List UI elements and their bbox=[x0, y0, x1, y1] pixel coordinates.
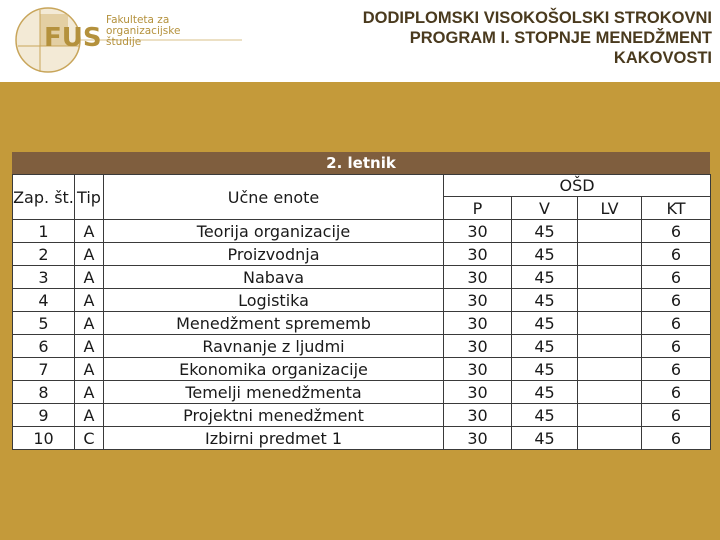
cell-unit: Projektni menedžment bbox=[104, 404, 444, 427]
table-row bbox=[13, 289, 711, 312]
cell-kt: 6 bbox=[642, 381, 711, 404]
cell-lv bbox=[578, 335, 642, 358]
cell-num: 10 bbox=[13, 427, 75, 450]
table-row bbox=[13, 266, 711, 289]
cell-unit: Temelji menedžmenta bbox=[104, 381, 444, 404]
cell-type: A bbox=[75, 312, 104, 335]
faculty-logo bbox=[14, 6, 244, 74]
cell-p: 30 bbox=[444, 312, 512, 335]
header-lv: LV bbox=[578, 197, 642, 220]
table-body bbox=[13, 220, 711, 450]
cell-unit: Menedžment sprememb bbox=[104, 312, 444, 335]
cell-v: 45 bbox=[512, 335, 578, 358]
cell-type: C bbox=[75, 427, 104, 450]
cell-p: 30 bbox=[444, 404, 512, 427]
cell-p: 30 bbox=[444, 289, 512, 312]
cell-v: 45 bbox=[512, 381, 578, 404]
cell-unit: Nabava bbox=[104, 266, 444, 289]
cell-lv bbox=[578, 289, 642, 312]
curriculum-table-wrap bbox=[12, 152, 710, 450]
cell-type: A bbox=[75, 381, 104, 404]
header bbox=[0, 0, 720, 82]
logo-line-3: študije bbox=[106, 36, 142, 48]
cell-num: 8 bbox=[13, 381, 75, 404]
table-row bbox=[13, 404, 711, 427]
title-line-1: DODIPLOMSKI VISOKOŠOLSKI STROKOVNI bbox=[362, 9, 712, 27]
cell-unit: Izbirni predmet 1 bbox=[104, 427, 444, 450]
table-row bbox=[13, 243, 711, 266]
cell-lv bbox=[578, 404, 642, 427]
cell-type: A bbox=[75, 289, 104, 312]
cell-num: 7 bbox=[13, 358, 75, 381]
header-kt: KT bbox=[642, 197, 711, 220]
header-type: Tip bbox=[75, 175, 104, 220]
cell-lv bbox=[578, 358, 642, 381]
cell-lv bbox=[578, 266, 642, 289]
slide-title bbox=[272, 8, 712, 68]
cell-kt: 6 bbox=[642, 358, 711, 381]
cell-p: 30 bbox=[444, 243, 512, 266]
cell-num: 5 bbox=[13, 312, 75, 335]
cell-p: 30 bbox=[444, 358, 512, 381]
cell-type: A bbox=[75, 358, 104, 381]
cell-unit: Proizvodnja bbox=[104, 243, 444, 266]
title-line-2: PROGRAM I. STOPNJE MENEDŽMENT bbox=[409, 29, 712, 47]
cell-kt: 6 bbox=[642, 427, 711, 450]
header-osd: OŠD bbox=[444, 175, 711, 197]
cell-lv bbox=[578, 220, 642, 243]
header-p: P bbox=[444, 197, 512, 220]
svg-text:FUS: FUS bbox=[44, 23, 102, 53]
cell-type: A bbox=[75, 404, 104, 427]
cell-p: 30 bbox=[444, 335, 512, 358]
cell-v: 45 bbox=[512, 312, 578, 335]
cell-v: 45 bbox=[512, 220, 578, 243]
cell-unit: Ravnanje z ljudmi bbox=[104, 335, 444, 358]
table-row bbox=[13, 381, 711, 404]
table-row bbox=[13, 427, 711, 450]
cell-kt: 6 bbox=[642, 404, 711, 427]
cell-type: A bbox=[75, 243, 104, 266]
logo-text bbox=[106, 15, 180, 48]
cell-v: 45 bbox=[512, 358, 578, 381]
year-header: 2. letnik bbox=[12, 152, 710, 174]
cell-unit: Teorija organizacije bbox=[104, 220, 444, 243]
cell-type: A bbox=[75, 335, 104, 358]
cell-type: A bbox=[75, 220, 104, 243]
cell-num: 3 bbox=[13, 266, 75, 289]
cell-lv bbox=[578, 381, 642, 404]
cell-num: 6 bbox=[13, 335, 75, 358]
cell-lv bbox=[578, 427, 642, 450]
cell-unit: Logistika bbox=[104, 289, 444, 312]
curriculum-table bbox=[12, 174, 711, 450]
cell-v: 45 bbox=[512, 266, 578, 289]
table-row bbox=[13, 312, 711, 335]
cell-num: 1 bbox=[13, 220, 75, 243]
table-row bbox=[13, 358, 711, 381]
cell-v: 45 bbox=[512, 427, 578, 450]
cell-kt: 6 bbox=[642, 243, 711, 266]
cell-kt: 6 bbox=[642, 289, 711, 312]
header-v: V bbox=[512, 197, 578, 220]
cell-num: 2 bbox=[13, 243, 75, 266]
table-row bbox=[13, 220, 711, 243]
logo-line-1: Fakulteta za bbox=[106, 14, 170, 26]
cell-type: A bbox=[75, 266, 104, 289]
cell-kt: 6 bbox=[642, 312, 711, 335]
cell-kt: 6 bbox=[642, 220, 711, 243]
table-row bbox=[13, 335, 711, 358]
header-unit: Učne enote bbox=[104, 175, 444, 220]
cell-num: 9 bbox=[13, 404, 75, 427]
cell-lv bbox=[578, 312, 642, 335]
cell-kt: 6 bbox=[642, 335, 711, 358]
cell-num: 4 bbox=[13, 289, 75, 312]
cell-v: 45 bbox=[512, 289, 578, 312]
header-num: Zap. št. bbox=[13, 175, 75, 220]
cell-v: 45 bbox=[512, 404, 578, 427]
title-line-3: KAKOVOSTI bbox=[613, 49, 712, 67]
logo-line-2: organizacijske bbox=[106, 25, 181, 37]
cell-v: 45 bbox=[512, 243, 578, 266]
cell-p: 30 bbox=[444, 266, 512, 289]
cell-p: 30 bbox=[444, 427, 512, 450]
cell-kt: 6 bbox=[642, 266, 711, 289]
cell-p: 30 bbox=[444, 381, 512, 404]
cell-lv bbox=[578, 243, 642, 266]
cell-p: 30 bbox=[444, 220, 512, 243]
cell-unit: Ekonomika organizacije bbox=[104, 358, 444, 381]
